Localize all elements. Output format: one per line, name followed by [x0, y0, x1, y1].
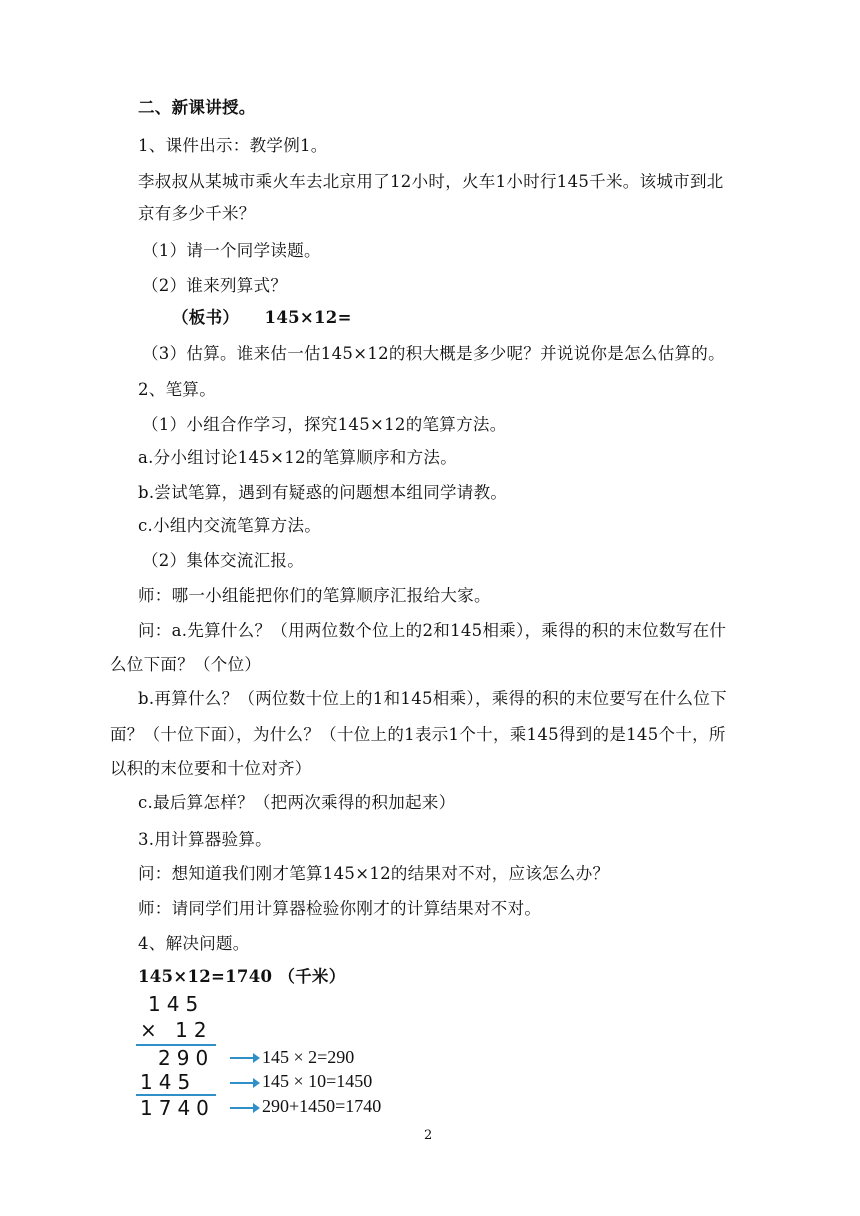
multiplier: × 12	[140, 1018, 213, 1042]
text-line: 2、笔算。	[138, 380, 216, 399]
text-line: （3）估算。谁来估一估145×12的积大概是多少呢？并说说你是怎么估算的。	[142, 344, 725, 363]
arrow-icon	[230, 1107, 254, 1109]
text-line: （2）集体交流汇报。	[142, 551, 304, 570]
text-line: 以积的末位要和十位对齐）	[110, 759, 312, 778]
final-product: 1740	[140, 1096, 215, 1120]
text-line: 师：哪一小组能把你们的笔算顺序汇报给大家。	[138, 586, 491, 605]
text-line: （1）请一个同学读题。	[142, 241, 321, 260]
text-line: 4、解决问题。	[138, 934, 250, 953]
arrow-icon	[230, 1057, 254, 1059]
partial-product-2: 145	[140, 1070, 197, 1094]
multiplicand: 145	[148, 992, 205, 1016]
text-line: b.尝试笔算，遇到有疑惑的问题想本组同学请教。	[138, 483, 508, 502]
text-line: c.最后算怎样？（把两次乘得的积加起来）	[138, 793, 456, 812]
text-line: 3.用计算器验算。	[138, 830, 272, 849]
partial-product-1: 290	[158, 1046, 215, 1070]
step-equation: 290+1450=1740	[262, 1096, 382, 1116]
vertical-multiplication	[136, 990, 404, 1118]
text-line: 李叔叔从某城市乘火车去北京用了12小时，火车1小时行145千米。该城市到北	[138, 172, 724, 191]
board-writing: （板书） 145×12=	[172, 308, 352, 327]
text-line: （2）谁来列算式？	[142, 276, 288, 295]
text-line: 问：a.先算什么？（用两位数个位上的2和145相乘），乘得的积的末位数写在什	[138, 621, 727, 640]
text-line: 1、课件出示：教学例1。	[138, 136, 328, 155]
text-line: （1）小组合作学习，探究145×12的笔算方法。	[142, 415, 507, 434]
text-line: 问：想知道我们刚才笔算145×12的结果对不对，应该怎么办？	[138, 864, 610, 883]
text-line: c.小组内交流笔算方法。	[138, 516, 322, 535]
page-number: 2	[424, 1128, 433, 1143]
step-equation: 145 × 10=1450	[262, 1071, 373, 1091]
arrow-icon	[230, 1082, 254, 1084]
text-line: 师：请同学们用计算器检验你刚才的计算结果对不对。	[138, 899, 542, 918]
text-line: 京有多少千米？	[138, 204, 256, 223]
text-line: 么位下面？（个位）	[110, 655, 262, 674]
text-line: 面？（十位下面），为什么？（十位上的1表示1个十，乘145得到的是145个十，所	[110, 725, 726, 744]
answer-line: 145×12=1740 （千米）	[138, 967, 346, 986]
text-line: a.分小组讨论145×12的笔算顺序和方法。	[138, 448, 457, 467]
step-equation: 145 × 2=290	[262, 1047, 355, 1067]
section-heading: 二、新课讲授。	[138, 98, 256, 117]
text-line: b.再算什么？（两位数十位上的1和145相乘），乘得的积的末位要写在什么位下	[138, 689, 727, 708]
